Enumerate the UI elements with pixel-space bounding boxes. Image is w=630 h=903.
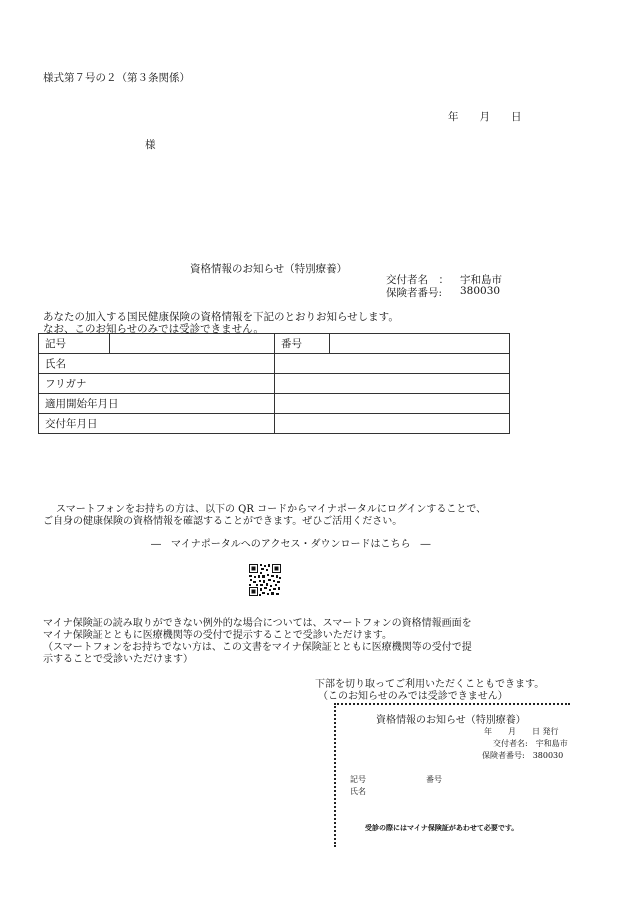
issuer-value: 宇和島市	[460, 274, 502, 286]
qr-code-icon	[248, 563, 282, 597]
smartphone-line-2: ご自身の健康保険の資格情報を確認することができます。ぜひご活用ください。	[43, 516, 403, 527]
card-shimei-label: 氏名	[350, 787, 366, 796]
furigana-label: フリガナ	[39, 374, 275, 394]
shimei-label: 氏名	[39, 354, 275, 374]
tekiyo-value	[275, 394, 510, 414]
card-kigo-label: 記号	[350, 775, 366, 784]
exception-line-1: マイナ保険証の読み取りができない例外的な場合については、スマートフォンの資格情報画面を	[43, 618, 472, 629]
intro-line-1: あなたの加入する国民健康保険の資格情報を下記のとおりお知らせします。	[43, 311, 399, 323]
date-placeholder: 年 月 日	[448, 111, 522, 123]
cutout-note-line-2: （このお知らせのみでは受診できません）	[318, 691, 508, 702]
shimei-value	[275, 354, 510, 374]
portal-heading: ― マイナポータルへのアクセス・ダウンロードはこちら ―	[151, 539, 431, 550]
insurance-info-table	[38, 333, 510, 434]
exception-line-2: マイナ保険証とともに医療機関等の受付で提示することで受診いただけます。	[43, 630, 392, 641]
card-insurer: 保険者番号: 380030	[482, 751, 564, 760]
furigana-value	[275, 374, 510, 394]
qr-code-icon[interactable]	[248, 563, 282, 597]
table-row	[39, 414, 510, 434]
notice-title: 資格情報のお知らせ（特別療養）	[190, 263, 348, 275]
kigo-value	[110, 334, 275, 354]
bango-label: 番号	[275, 334, 330, 354]
insurer-value: 380030	[460, 285, 501, 297]
card-bango-label: 番号	[426, 775, 442, 784]
table-row	[39, 374, 510, 394]
cut-line-top	[334, 703, 570, 705]
exception-line-3: （スマートフォンをお持ちでない方は、この文書をマイナ保険証とともに医療機関等の受付で提	[43, 642, 472, 653]
exception-line-4: 示することで受診いただけます）	[43, 654, 193, 665]
kofu-value	[275, 414, 510, 434]
addressee-suffix: 様	[145, 139, 156, 151]
kigo-label: 記号	[39, 334, 110, 354]
table-row	[39, 394, 510, 414]
cut-line-left	[334, 703, 336, 847]
issuer-label: 交付者名 ：	[386, 274, 449, 286]
intro-line-2: なお、このお知らせのみでは受診できません。	[43, 323, 264, 335]
card-footer: 受診の際にはマイナ保険証があわせて必要です。	[365, 823, 519, 832]
tekiyo-label: 適用開始年月日	[39, 394, 275, 414]
card-title: 資格情報のお知らせ（特別療養）	[376, 715, 526, 726]
cutout-note-line-1: 下部を切り取ってご利用いただくこともできます。	[315, 679, 545, 690]
form-number: 様式第７号の２（第３条関係）	[43, 72, 190, 84]
insurer-label: 保険者番号:	[386, 287, 443, 299]
kofu-label: 交付年月日	[39, 414, 275, 434]
card-date-issue: 年 月 日 発行	[484, 727, 559, 736]
card-issuer: 交付者名: 宇和島市	[493, 739, 568, 748]
table-row	[39, 354, 510, 374]
smartphone-line-1: スマートフォンをお持ちの方は、以下の QR コードからマイナポータルにログインすることで、	[56, 504, 487, 515]
bango-value	[330, 334, 510, 354]
table-row	[39, 334, 510, 354]
